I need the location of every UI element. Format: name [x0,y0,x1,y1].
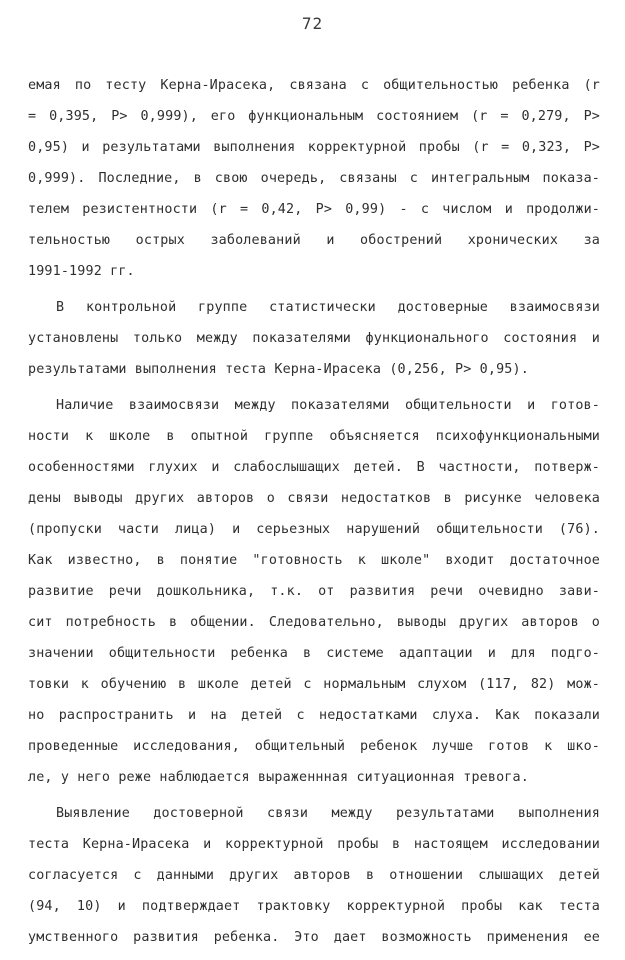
text-line: телем резистентности (r = 0,42, P> 0,99) - с числом и продолжи- [28,202,600,217]
text-line: 1991-1992 гг. [28,264,135,279]
text-line: ле, у него реже наблюдается выраженнная ситуационная тревога. [28,770,529,785]
paragraph-first-line: В контрольной группе статистически достоверные взаимосвязи [56,300,600,315]
paragraph-first-line: Выявление достоверной связи между результатами выполнения [56,806,600,821]
text-line: = 0,395, P> 0,999), его функциональным состоянием (r = 0,279, P> [28,109,600,124]
text-line: развитие речи дошкольника, т.к. от развития речи очевидно зави- [28,584,600,599]
text-line: Как известно, в понятие "готовность к школе" входит достаточное [28,553,600,568]
text-line: дены выводы других авторов о связи недостатков в рисунке человека [28,491,600,506]
text-line: но распространить и на детей с недостатками слуха. Как показали [28,708,600,723]
text-line: 0,95) и результатами выполнения корректурной пробы (r = 0,323, P> [28,140,600,155]
text-line: теста Керна-Ирасека и корректурной пробы в настоящем исследовании [28,837,600,852]
text-line: товки к обучению в школе детей с нормальным слухом (117, 82) мож- [28,677,600,692]
text-line: ности к школе в опытной группе объясняется психофункциональными [28,429,600,444]
text-line: тельностью острых заболеваний и обострений хронических за [28,233,600,248]
text-line: особенностями глухих и слабослышащих детей. В частности, потверж- [28,460,600,475]
body-text [28,70,600,953]
text-line: умственного развития ребенка. Это дает возможность применения ее [28,930,600,945]
paragraph-first-line: Наличие взаимосвязи между показателями общительности и готов- [56,398,600,413]
text-line: результатами выполнения теста Керна-Ирасека (0,256, P> 0,95). [28,362,529,377]
text-line: (94, 10) и подтверждает трактовку корректурной пробы как теста [28,899,600,914]
text-line: проведенные исследования, общительный ребенок лучше готов к шко- [28,739,600,754]
text-line: согласуется с данными других авторов в отношении слышащих детей [28,868,600,883]
text-line: установлены только между показателями функционального состояния и [28,331,600,346]
text-line: значении общительности ребенка в системе адаптации и для подго- [28,646,600,661]
text-line: емая по тесту Керна-Ирасека, связана с общительностью ребенка (r [28,78,600,93]
page-number: 72 [301,14,324,33]
text-line: сит потребность в общении. Следовательно, выводы других авторов о [28,615,600,630]
text-line: (пропуски части лица) и серьезных нарушений общительности (76). [28,522,600,537]
text-line: 0,999). Последние, в свою очередь, связаны с интегральным показа- [28,171,600,186]
